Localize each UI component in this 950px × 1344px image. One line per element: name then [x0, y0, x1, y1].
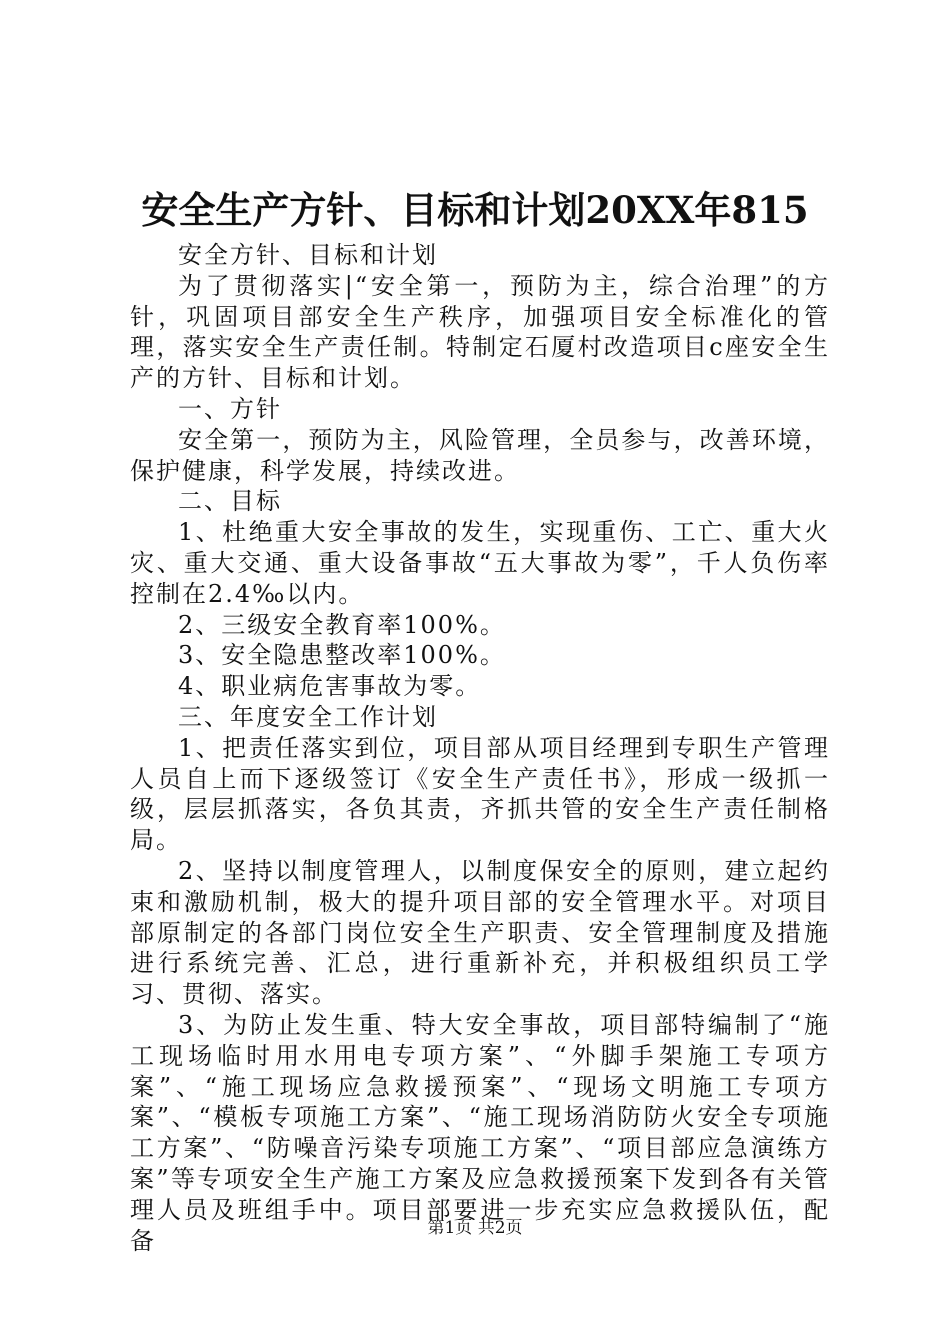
paragraph-plan-2: 2、坚持以制度管理人，以制度保安全的原则，建立起约束和激励机制，极大的提升项目部的安全管理水平。对项目部原制定的各部门岗位安全生产职责、安全管理制度及措施进行系统完善、汇总，进行重新补充，并积极组织员工学习、贯彻、落实。 — [130, 856, 830, 1009]
paragraph-policy: 安全第一，预防为主，风险管理，全员参与，改善环境，保护健康，科学发展，持续改进。 — [130, 425, 830, 485]
document-body — [130, 240, 830, 1256]
paragraph-plan-3: 3、为防止发生重、特大安全事故，项目部特编制了“施工现场临时用水用电专项方案”、“外脚手架施工专项方案”、“施工现场应急救援预案”、“现场文明施工专项方案”、“模板专项施工方案”、“施工现场消防防火安全专项施工方案”、“防噪音污染专项施工方案”、“项目部应急演练方案”等专项安全生产施工方案及应急救援预案下发到各有关管理人员及班组手中。项目部要进一步充实应急救援队伍，配备 — [130, 1010, 830, 1255]
page-footer: 第1页 共2页 — [427, 1218, 523, 1238]
section-heading-plan: 三、年度安全工作计划 — [178, 702, 438, 731]
paragraph-goal-3: 3、安全隐患整改率100%。 — [178, 641, 506, 670]
paragraph-goal-4: 4、职业病危害事故为零。 — [178, 672, 482, 701]
paragraph-goal-1: 1、杜绝重大安全事故的发生，实现重伤、工亡、重大火灾、重大交通、重大设备事故“五大事故为零”，千人负伤率控制在2.4‰以内。 — [130, 518, 830, 608]
paragraph-plan-1: 1、把责任落实到位，项目部从项目经理到专职生产管理人员自上而下逐级签订《安全生产责任书》，形成一级抓一级，层层抓落实，各负其责，齐抓共管的安全生产责任制格局。 — [130, 733, 830, 855]
section-heading-policy: 一、方针 — [178, 394, 282, 423]
paragraph-goal-2: 2、三级安全教育率100%。 — [178, 610, 506, 639]
document-title: 安全生产方针、目标和计划20XX年815 — [141, 188, 809, 232]
paragraph-intro: 为了贯彻落实|“安全第一，预防为主，综合治理”的方针，巩固项目部安全生产秩序，加强项目安全标准化的管理，落实安全生产责任制。特制定石厦村改造项目c座安全生产的方针、目标和计划。 — [130, 271, 830, 393]
paragraph-subtitle: 安全方针、目标和计划 — [178, 241, 438, 269]
section-heading-goals: 二、目标 — [178, 487, 282, 516]
